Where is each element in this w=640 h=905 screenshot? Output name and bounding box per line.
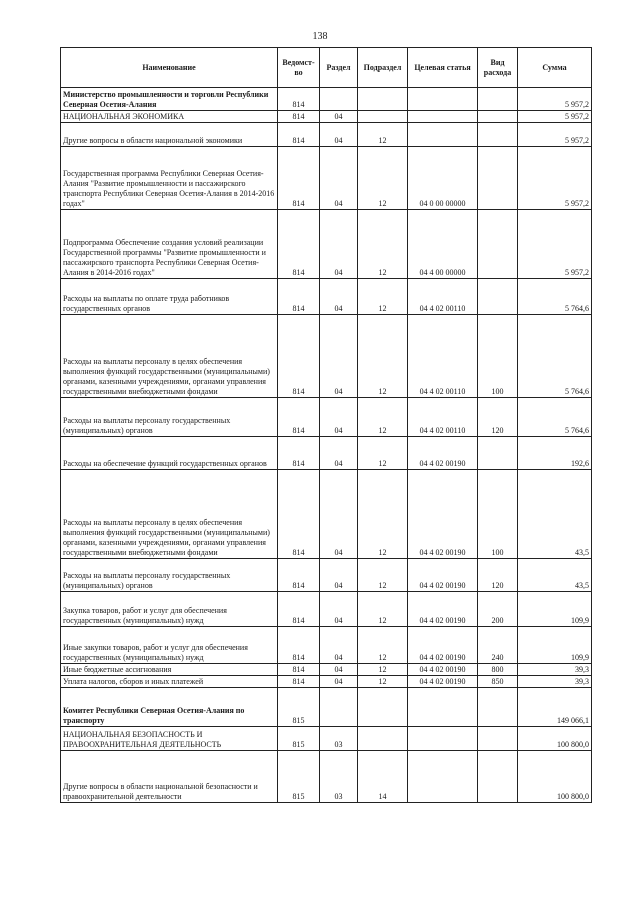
table-row [61,437,592,470]
row-target [408,751,478,803]
row-section: 04 [320,210,358,279]
row-dept: 814 [278,398,320,437]
row-name: Министерство промышленности и торговли Республики Северная Осетия-Алания [61,88,278,111]
row-section [320,88,358,111]
row-dept: 814 [278,592,320,627]
row-sum: 100 800,0 [518,727,592,751]
table-row [61,123,592,147]
row-subsection [358,727,408,751]
row-sum: 100 800,0 [518,751,592,803]
row-name: Расходы на выплаты персоналу государственных (муниципальных) органов [61,559,278,592]
table-row [61,676,592,688]
row-expense-type [478,751,518,803]
row-sum: 43,5 [518,559,592,592]
row-expense-type: 120 [478,398,518,437]
header-section: Раздел [320,48,358,88]
row-target [408,111,478,123]
row-target: 04 4 02 00190 [408,592,478,627]
table-row [61,727,592,751]
row-sum: 5 764,6 [518,398,592,437]
row-dept: 814 [278,210,320,279]
table-row [61,664,592,676]
row-sum: 5 957,2 [518,88,592,111]
row-name: Комитет Республики Северная Осетия-Алания по транспорту [61,688,278,727]
row-sum: 149 066,1 [518,688,592,727]
row-name: Подпрограмма Обеспечение создания условий реализации Государственной программы "Развитие промышленности и пассажирского транспорта Республики Северная Осетия-Алания в 2014-2016 годах" [61,210,278,279]
row-name: Уплата налогов, сборов и иных платежей [61,676,278,688]
row-sum: 5 957,2 [518,111,592,123]
row-section: 04 [320,664,358,676]
row-name: Закупка товаров, работ и услуг для обеспечения государственных (муниципальных) нужд [61,592,278,627]
row-target: 04 4 02 00190 [408,627,478,664]
table-row [61,315,592,398]
row-dept: 815 [278,688,320,727]
row-sum: 43,5 [518,470,592,559]
row-target: 04 4 02 00190 [408,470,478,559]
row-expense-type [478,111,518,123]
row-target: 04 4 02 00190 [408,664,478,676]
row-section: 04 [320,315,358,398]
row-name: НАЦИОНАЛЬНАЯ БЕЗОПАСНОСТЬ И ПРАВООХРАНИТЕЛЬНАЯ ДЕЯТЕЛЬНОСТЬ [61,727,278,751]
row-subsection: 12 [358,437,408,470]
row-expense-type [478,88,518,111]
row-dept: 814 [278,559,320,592]
row-section: 03 [320,727,358,751]
row-expense-type: 200 [478,592,518,627]
row-expense-type [478,279,518,315]
row-section: 04 [320,279,358,315]
table-row [61,470,592,559]
row-sum: 5 957,2 [518,210,592,279]
row-dept: 814 [278,88,320,111]
row-dept: 814 [278,664,320,676]
row-dept: 814 [278,123,320,147]
budget-table [60,47,592,803]
row-name: Государственная программа Республики Северная Осетия-Алания "Развитие промышленности и пассажирского транспорта Республики Северная Осетия-Алания в 2014-2016 годах" [61,147,278,210]
row-subsection: 12 [358,559,408,592]
row-expense-type: 850 [478,676,518,688]
row-subsection [358,111,408,123]
table-row [61,111,592,123]
row-dept: 814 [278,627,320,664]
row-subsection: 12 [358,470,408,559]
row-target: 04 4 02 00110 [408,398,478,437]
row-section: 04 [320,437,358,470]
row-sum: 39,3 [518,664,592,676]
row-dept: 814 [278,676,320,688]
row-target [408,123,478,147]
row-section: 04 [320,627,358,664]
row-target: 04 4 02 00190 [408,676,478,688]
row-dept: 815 [278,751,320,803]
row-name: Расходы на выплаты персоналу в целях обеспечения выполнения функций государственными (муниципальными) органами, казенными учреждениями, органами управления государственными внебюджетными фондами [61,470,278,559]
row-section: 04 [320,147,358,210]
header-sum: Сумма [518,48,592,88]
row-target [408,688,478,727]
row-sum: 39,3 [518,676,592,688]
table-row [61,751,592,803]
header-expense-type: Вид расхода [478,48,518,88]
table-row [61,592,592,627]
table-row [61,627,592,664]
row-dept: 815 [278,727,320,751]
row-subsection [358,688,408,727]
row-sum: 5 764,6 [518,315,592,398]
row-section: 04 [320,559,358,592]
row-section: 04 [320,398,358,437]
row-name: Другие вопросы в области национальной экономики [61,123,278,147]
row-target: 04 4 02 00110 [408,279,478,315]
row-dept: 814 [278,470,320,559]
table-row [61,147,592,210]
row-sum: 5 957,2 [518,147,592,210]
row-target: 04 4 02 00110 [408,315,478,398]
row-name: Иные закупки товаров, работ и услуг для обеспечения государственных (муниципальных) нужд [61,627,278,664]
row-name: Иные бюджетные ассигнования [61,664,278,676]
row-section: 04 [320,676,358,688]
row-expense-type [478,727,518,751]
row-expense-type [478,688,518,727]
row-section: 03 [320,751,358,803]
row-dept: 814 [278,111,320,123]
row-target [408,88,478,111]
row-subsection: 12 [358,210,408,279]
row-expense-type [478,147,518,210]
table-row [61,210,592,279]
row-subsection: 12 [358,123,408,147]
row-subsection [358,88,408,111]
row-section [320,688,358,727]
row-subsection: 12 [358,398,408,437]
row-sum: 109,9 [518,592,592,627]
row-name: НАЦИОНАЛЬНАЯ ЭКОНОМИКА [61,111,278,123]
row-subsection: 12 [358,147,408,210]
row-subsection: 12 [358,664,408,676]
row-sum: 5 764,6 [518,279,592,315]
row-sum: 109,9 [518,627,592,664]
table-row [61,688,592,727]
row-dept: 814 [278,315,320,398]
row-name: Расходы на выплаты персоналу государственных (муниципальных) органов [61,398,278,437]
row-expense-type: 120 [478,559,518,592]
row-target: 04 4 00 00000 [408,210,478,279]
header-subsection: Подраздел [358,48,408,88]
row-expense-type [478,210,518,279]
row-expense-type: 100 [478,315,518,398]
row-subsection: 12 [358,592,408,627]
table-header-row [61,48,592,88]
row-expense-type [478,437,518,470]
row-section: 04 [320,470,358,559]
header-name: Наименование [61,48,278,88]
row-expense-type: 100 [478,470,518,559]
page-number: 138 [312,31,328,42]
row-target: 04 4 02 00190 [408,559,478,592]
row-subsection: 12 [358,627,408,664]
row-target: 04 0 00 00000 [408,147,478,210]
table-row [61,88,592,111]
table-row [61,279,592,315]
table-row [61,398,592,437]
row-sum: 192,6 [518,437,592,470]
row-subsection: 14 [358,751,408,803]
row-expense-type: 240 [478,627,518,664]
header-dept: Ведомст-во [278,48,320,88]
row-expense-type [478,123,518,147]
row-section: 04 [320,111,358,123]
row-name: Расходы на выплаты по оплате труда работников государственных органов [61,279,278,315]
row-subsection: 12 [358,315,408,398]
row-name: Расходы на выплаты персоналу в целях обеспечения выполнения функций государственными (муниципальными) органами, казенными учреждениями, органами управления государственными внебюджетными фондами [61,315,278,398]
row-expense-type: 800 [478,664,518,676]
row-target [408,727,478,751]
row-subsection: 12 [358,279,408,315]
row-name: Другие вопросы в области национальной безопасности и правоохранительной деятельности [61,751,278,803]
row-section: 04 [320,123,358,147]
row-dept: 814 [278,279,320,315]
row-name: Расходы на обеспечение функций государственных органов [61,437,278,470]
table-body [61,88,592,803]
header-target: Целевая статья [408,48,478,88]
row-dept: 814 [278,147,320,210]
row-target: 04 4 02 00190 [408,437,478,470]
row-sum: 5 957,2 [518,123,592,147]
row-subsection: 12 [358,676,408,688]
row-dept: 814 [278,437,320,470]
row-section: 04 [320,592,358,627]
table-row [61,559,592,592]
